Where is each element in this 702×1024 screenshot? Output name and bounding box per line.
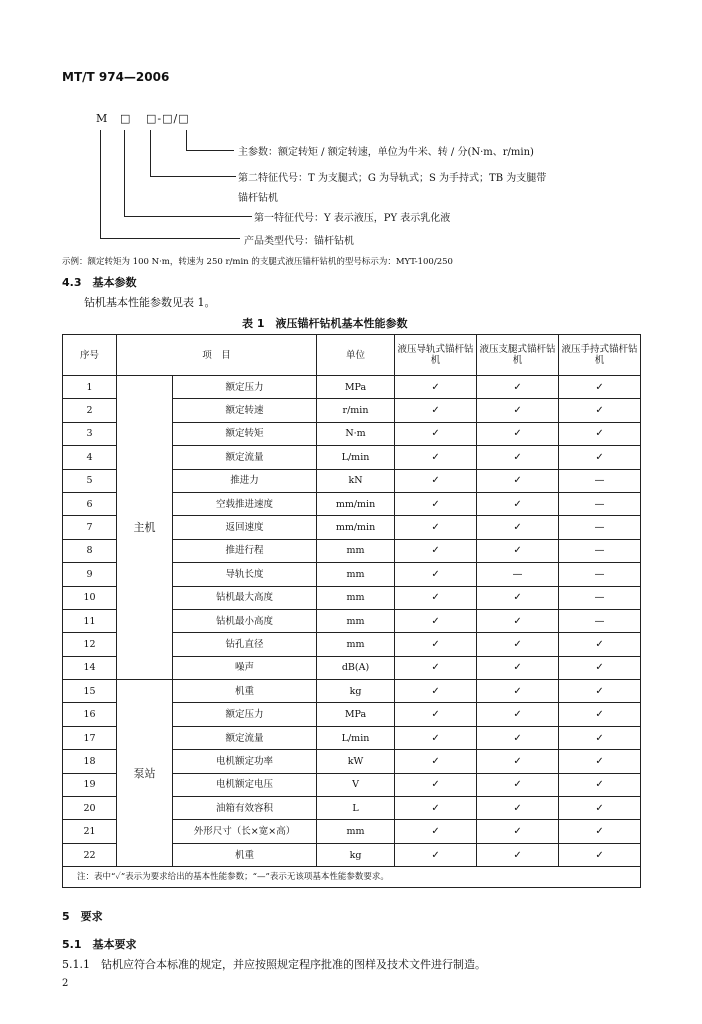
handheld-type-mark: ✓ [559,422,641,445]
row-number: 20 [63,797,117,820]
handheld-type-mark: — [559,492,641,515]
row-number: 21 [63,820,117,843]
handheld-type-mark: ✓ [559,750,641,773]
row-unit: N·m [317,422,395,445]
guide-type-mark: ✓ [395,563,477,586]
row-item: 油箱有效容积 [173,797,317,820]
designation-line [100,238,240,239]
row-number: 9 [63,563,117,586]
leg-type-mark: ✓ [477,609,559,632]
designation-label-second-feature-cont: 锚杆钻机 [238,193,278,204]
row-number: 3 [63,422,117,445]
handheld-type-mark: — [559,609,641,632]
row-item: 额定压力 [173,376,317,399]
row-number: 16 [63,703,117,726]
guide-type-mark: ✓ [395,516,477,539]
row-item: 电机额定电压 [173,773,317,796]
designation-line [100,130,101,238]
table-note: 注：表中“✓”表示为要求给出的基本性能参数；“—”表示无该项基本性能参数要求。 [63,867,641,888]
handheld-type-mark: ✓ [559,820,641,843]
parameter-table [62,334,641,888]
row-number: 15 [63,680,117,703]
designation-code-box2: □-□/□ [146,112,190,125]
row-item: 额定流量 [173,726,317,749]
row-item: 钻机最大高度 [173,586,317,609]
guide-type-mark: ✓ [395,703,477,726]
leg-type-mark: ✓ [477,820,559,843]
row-number: 19 [63,773,117,796]
handheld-type-mark: — [559,469,641,492]
page-number: 2 [62,978,69,989]
row-number: 17 [63,726,117,749]
leg-type-mark: ✓ [477,399,559,422]
designation-label-second-feature: 第二特征代号：T 为支腿式；G 为导轨式；S 为手持式；TB 为支腿带 [238,173,547,184]
standard-number: MT/T 974—2006 [62,70,170,84]
row-item: 机重 [173,843,317,866]
handheld-type-mark: ✓ [559,680,641,703]
section-heading-4-3: 4.3 基本参数 [62,276,137,289]
guide-type-mark: ✓ [395,797,477,820]
leg-type-mark: ✓ [477,446,559,469]
handheld-type-mark: ✓ [559,633,641,656]
leg-type-mark: ✓ [477,469,559,492]
handheld-type-mark: ✓ [559,773,641,796]
leg-type-mark: ✓ [477,586,559,609]
row-unit: MPa [317,703,395,726]
row-unit: mm/min [317,492,395,515]
header-no: 序号 [63,335,117,376]
designation-example: 示例：额定转矩为 100 N·m，转速为 250 r/min 的支腿式液压锚杆钻机的型号标示为：MYT-100/250 [62,257,453,267]
row-item: 机重 [173,680,317,703]
handheld-type-mark: ✓ [559,726,641,749]
group-main-unit: 主机 [117,376,173,680]
row-item: 噪声 [173,656,317,679]
row-unit: kg [317,843,395,866]
leg-type-mark: ✓ [477,539,559,562]
row-unit: r/min [317,399,395,422]
row-unit: kN [317,469,395,492]
leg-type-mark: ✓ [477,773,559,796]
row-number: 12 [63,633,117,656]
designation-line [124,130,125,216]
guide-type-mark: ✓ [395,773,477,796]
row-number: 8 [63,539,117,562]
designation-line [124,216,252,217]
row-number: 5 [63,469,117,492]
section-intro: 钻机基本性能参数见表 1。 [84,296,216,309]
header-handheld-type: 液压手持式锚杆钻机 [559,335,641,376]
designation-line [186,130,187,150]
handheld-type-mark: — [559,516,641,539]
leg-type-mark: ✓ [477,797,559,820]
table-note-row [63,867,641,888]
row-unit: mm [317,563,395,586]
guide-type-mark: ✓ [395,820,477,843]
designation-line [150,130,151,176]
clause-5-1-1: 5.1.1 钻机应符合本标准的规定，并应按照规定程序批准的图样及技术文件进行制造。 [62,958,486,971]
designation-line [186,150,234,151]
row-unit: mm [317,609,395,632]
section-heading-5-1: 5.1 基本要求 [62,938,137,951]
leg-type-mark: ✓ [477,656,559,679]
handheld-type-mark: — [559,586,641,609]
table-title: 表 1 液压锚杆钻机基本性能参数 [242,317,408,330]
row-item: 推进行程 [173,539,317,562]
guide-type-mark: ✓ [395,726,477,749]
row-unit: mm [317,820,395,843]
row-item: 钻机最小高度 [173,609,317,632]
header-guide-type: 液压导轨式锚杆钻机 [395,335,477,376]
row-item: 空载推进速度 [173,492,317,515]
row-unit: mm [317,539,395,562]
guide-type-mark: ✓ [395,843,477,866]
guide-type-mark: ✓ [395,492,477,515]
leg-type-mark: ✓ [477,376,559,399]
row-unit: kg [317,680,395,703]
handheld-type-mark: ✓ [559,843,641,866]
handheld-type-mark: — [559,539,641,562]
row-unit: V [317,773,395,796]
guide-type-mark: ✓ [395,469,477,492]
guide-type-mark: ✓ [395,656,477,679]
handheld-type-mark: ✓ [559,797,641,820]
row-item: 额定流量 [173,446,317,469]
table-row [63,376,641,399]
leg-type-mark: ✓ [477,843,559,866]
guide-type-mark: ✓ [395,609,477,632]
guide-type-mark: ✓ [395,422,477,445]
designation-label-main-param: 主参数：额定转矩 / 额定转速，单位为牛米、转 / 分(N·m、r/min) [238,147,534,158]
designation-code-m: M [96,112,109,125]
designation-label-product-type: 产品类型代号：锚杆钻机 [244,236,354,247]
leg-type-mark: ✓ [477,422,559,445]
handheld-type-mark: ✓ [559,656,641,679]
table-row [63,680,641,703]
guide-type-mark: ✓ [395,376,477,399]
row-unit: L/min [317,446,395,469]
row-item: 电机额定功率 [173,750,317,773]
group-pump-station: 泵站 [117,680,173,867]
handheld-type-mark: ✓ [559,446,641,469]
leg-type-mark: ✓ [477,750,559,773]
row-unit: L [317,797,395,820]
leg-type-mark: ✓ [477,680,559,703]
row-number: 14 [63,656,117,679]
designation-code-box1: □ [120,112,132,125]
row-number: 18 [63,750,117,773]
header-item: 项 目 [117,335,317,376]
leg-type-mark: ✓ [477,703,559,726]
row-item: 额定转速 [173,399,317,422]
row-item: 额定压力 [173,703,317,726]
guide-type-mark: ✓ [395,633,477,656]
row-number: 1 [63,376,117,399]
row-unit: L/min [317,726,395,749]
row-item: 推进力 [173,469,317,492]
row-item: 导轨长度 [173,563,317,586]
row-number: 4 [63,446,117,469]
row-number: 11 [63,609,117,632]
row-item: 钻孔直径 [173,633,317,656]
row-item: 额定转矩 [173,422,317,445]
row-number: 2 [63,399,117,422]
guide-type-mark: ✓ [395,586,477,609]
leg-type-mark: ✓ [477,492,559,515]
leg-type-mark: ✓ [477,516,559,539]
leg-type-mark: ✓ [477,726,559,749]
row-item: 外形尺寸（长×宽×高） [173,820,317,843]
handheld-type-mark: ✓ [559,399,641,422]
header-leg-type: 液压支腿式锚杆钻机 [477,335,559,376]
row-unit: dB(A) [317,656,395,679]
row-unit: mm [317,633,395,656]
handheld-type-mark: ✓ [559,703,641,726]
designation-line [150,176,236,177]
guide-type-mark: ✓ [395,750,477,773]
handheld-type-mark: — [559,563,641,586]
guide-type-mark: ✓ [395,680,477,703]
row-number: 7 [63,516,117,539]
guide-type-mark: ✓ [395,399,477,422]
row-number: 22 [63,843,117,866]
row-item: 返回速度 [173,516,317,539]
row-unit: kW [317,750,395,773]
leg-type-mark: — [477,563,559,586]
leg-type-mark: ✓ [477,633,559,656]
row-number: 10 [63,586,117,609]
handheld-type-mark: ✓ [559,376,641,399]
row-unit: mm/min [317,516,395,539]
guide-type-mark: ✓ [395,539,477,562]
guide-type-mark: ✓ [395,446,477,469]
designation-label-first-feature: 第一特征代号：Y 表示液压，PY 表示乳化液 [254,213,451,224]
section-heading-5: 5 要求 [62,910,103,923]
row-unit: mm [317,586,395,609]
header-unit: 单位 [317,335,395,376]
row-unit: MPa [317,376,395,399]
row-number: 6 [63,492,117,515]
